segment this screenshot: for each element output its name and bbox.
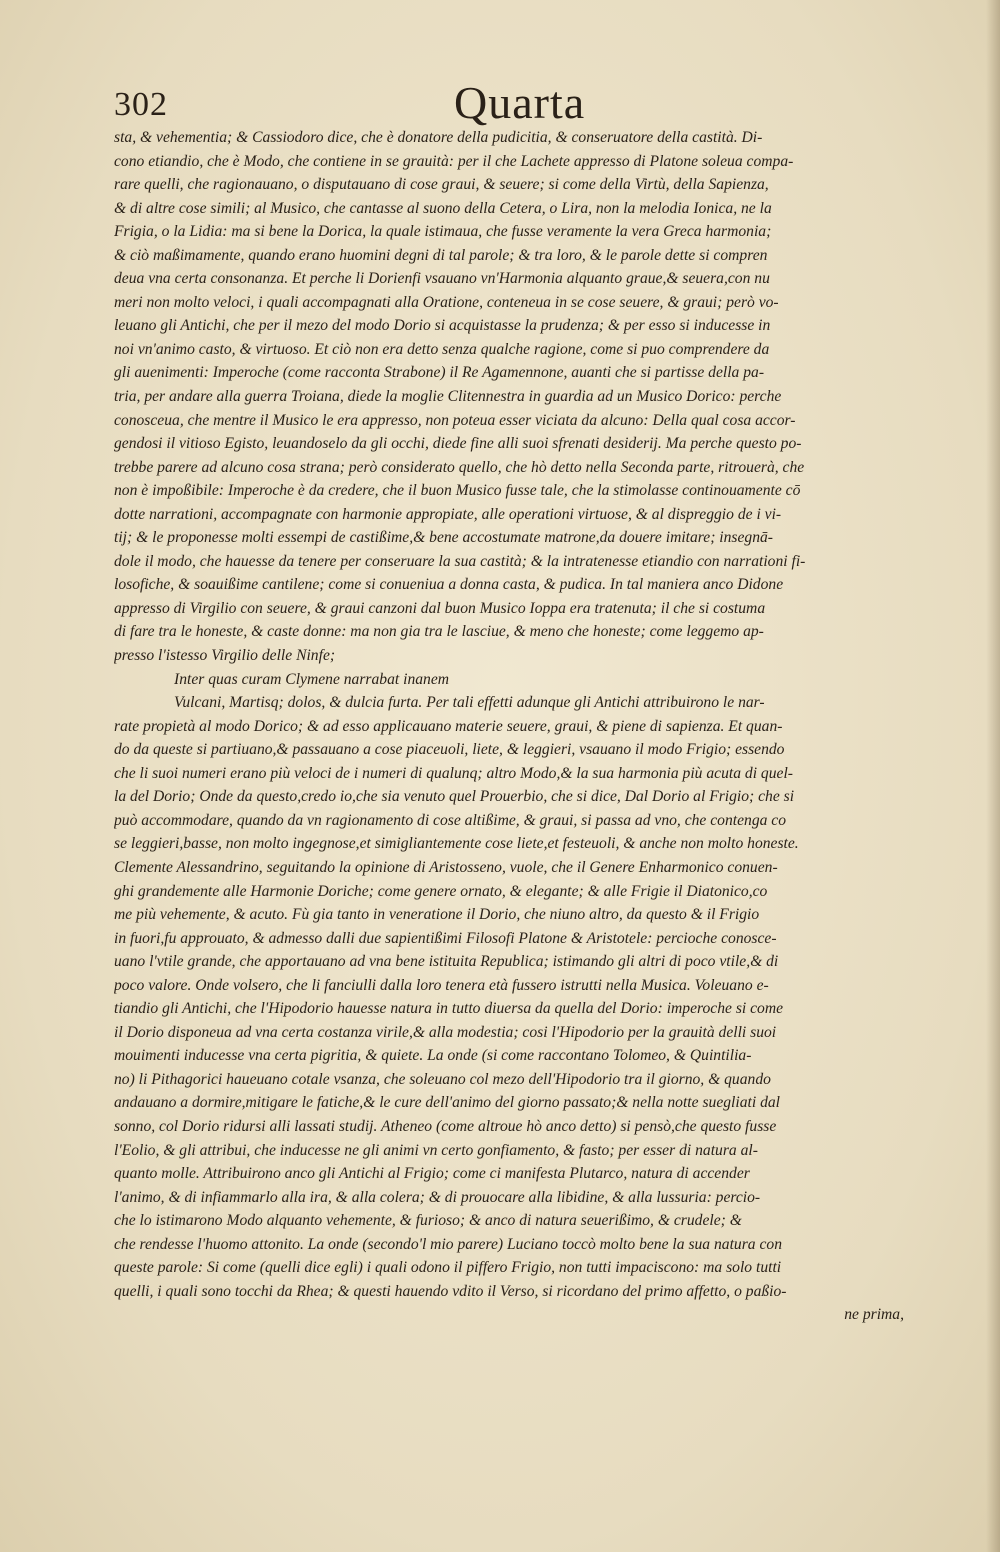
text-line: dole il modo, che hauesse da tenere per conseruare la sua castità; & la intratenesse etiandio con narrationi fi- (114, 552, 806, 570)
text-line: tria, per andare alla guerra Troiana, diede la moglie Clitennestra in guardia ad un Musico Dorico: perche (114, 388, 782, 406)
text-line: in fuori,fu approuato, & admesso dalli due sapientißimi Filosofi Platone & Aristotele: percioche conosce- (114, 929, 777, 947)
text-line: che rendesse l'huomo attonito. La onde (secondo'l mio parere) Luciano toccò molto bene la sua natura con (114, 1235, 783, 1253)
text-line: deua vna certa consonanza. Et perche li Dorienfi vsauano vn'Harmonia alquanto graue,& seuera,con nu (114, 270, 770, 288)
text-line: gendosi il vitioso Egisto, leuandoselo da gli occhi, diede fine alli suoi sfrenati desiderij. Ma perche questo po- (114, 435, 802, 453)
text-line: dotte narrationi, accompagnate con harmonie appropiate, alle operationi virtuose, & al dispreggio de i vi- (114, 505, 782, 523)
running-head: Quarta (454, 77, 586, 128)
text-line: & ciò maßimamente, quando erano huomini degni di tal parole; & tra loro, & le parole dette si compren (114, 246, 768, 264)
text-line: no) li Pithagorici haueuano cotale vsanza, che soleuano col mezo dell'Hipodorio tra il giorno, & quando (114, 1070, 771, 1088)
text-line: do da queste si partiuano,& passauano a cose piaceuoli, liete, & leggieri, vsauano il modo Frigio; essendo (114, 741, 785, 759)
text-line: cono etiandio, che è Modo, che contiene in se grauità: per il che Lachete appresso di Platone soleua compa- (114, 152, 794, 170)
catchword: ne prima, (844, 1306, 904, 1324)
page-number: 302 (114, 86, 168, 123)
text-line: l'Eolio, & gli attribui, che inducesse ne gli animi vn certo gonfiamento, & fasto; per esser di natura al- (114, 1141, 758, 1159)
text-line: l'animo, & di infiammarlo alla ira, & alla colera; & di prouocare alla libidine, & alla lussuria: percio- (114, 1188, 761, 1206)
text-line: che lo istimarono Modo alquanto vehemente, & furioso; & anco di natura seuerißimo, & crudele; & (114, 1212, 742, 1230)
text-line: quelli, i quali sono tocchi da Rhea; & questi hauendo vdito il Verso, si ricordano del primo affetto, o paßio- (114, 1282, 787, 1300)
text-line: gli auenimenti: Imperoche (come racconta Strabone) il Re Agamennone, auanti che si partisse della pa- (114, 364, 765, 382)
text-line: andauano a dormire,mitigare le fatiche,& le cure dell'animo del giorno passato;& nella notte suegliati dal (114, 1094, 780, 1112)
text-line: Clemente Alessandrino, seguitando la opinione di Aristosseno, vuole, che il Genere Enharmonico conuen- (114, 858, 778, 876)
text-line: trebbe parere ad alcuno cosa strana; però considerato quello, che hò detto nella Seconda parte, ritrouerà, che (114, 458, 805, 476)
text-line: appresso di Virgilio con seuere, & graui canzoni dal buon Musico Ioppa era tratenuta; il che si costuma (114, 599, 766, 617)
text-line: queste parole: Si come (quelli dice egli) i quali odono il piffero Frigio, non tutti impaciscono: ma solo tutti (114, 1259, 782, 1277)
text-line: & di altre cose simili; al Musico, che cantasse al suono della Cetera, o Lira, non la melodia Ionica, ne la (114, 199, 772, 217)
text-line: uano l'vtile grande, che apportauano ad vna bene istituita Republica; istimando gli altri di poco vtile,& di (114, 953, 779, 971)
text-line: il Dorio disponeua ad vna certa costanza virile,& alla modestia; cosi l'Hipodorio per la grauità delli suoi (114, 1023, 777, 1041)
text-line: mouimenti inducesse vna certa pigritia, & quiete. La onde (si come raccontano Tolomeo, & Quintilia- (114, 1047, 752, 1065)
text-line: noi vn'animo casto, & virtuoso. Et ciò non era detto senza qualche ragione, come si puo comprendere da (114, 340, 770, 358)
text-line: ghi grandemente alle Harmonie Doriche; come genere ornato, & elegante; & alle Frigie il Diatonico,co (114, 882, 768, 900)
text-line: poco valore. Onde volsero, che li fanciulli dalla loro tenera età fussero istrutti nella Musica. Voleuano e- (114, 976, 769, 994)
page-edge-shadow (986, 0, 1000, 1552)
text-line: non è impoßibile: Imperoche è da credere, che il buon Musico fusse tale, che la stimolasse continouamente cō (114, 482, 801, 500)
text-line: me più vehemente, & acuto. Fù gia tanto in veneratione il Dorio, che niuno altro, da questo & il Frigio (114, 906, 760, 924)
page-header (114, 78, 904, 126)
text-line: di fare tra le honeste, & caste donne: ma non gia tra le lasciue, & meno che honeste; come leggemo ap- (114, 623, 764, 641)
text-line: tij; & le proponesse molti essempi de castißime,& bene accostumate matrone,da douere imitare; insegnā- (114, 529, 773, 547)
text-line: sonno, col Dorio ridursi alli lassati studij. Atheneo (come altroue hò anco detto) si pensò,che questo fusse (114, 1117, 777, 1135)
text-line: losofiche, & soauißime cantilene; come si conueniua a donna casta, & pudica. In tal maniera anco Didone (114, 576, 784, 594)
verse-line-2: Vulcani, Martisq; dolos, & dulcia furta. Per tali effetti adunque gli Antichi attribuirono le nar- (174, 694, 765, 712)
body-text (114, 126, 904, 1327)
text-line: sta, & vehementia; & Cassiodoro dice, che è donatore della pudicitia, & conseruatore della castità. Di- (114, 129, 763, 146)
text-line: presso l'istesso Virgilio delle Ninfe; (114, 647, 336, 665)
text-line: conosceua, che mentre il Musico le era appresso, non poteua esser viciata da alcuno: Della qual cosa accor- (114, 411, 796, 429)
text-line: tiandio gli Antichi, che l'Hipodorio hauesse natura in tutto diuersa da quella del Dorio: imperoche si come (114, 1000, 784, 1018)
text-line: rate propietà al modo Dorico; & ad esso applicauano materie seuere, graui, & piene di sapienza. Et quan- (114, 717, 783, 735)
text-line: leuano gli Antichi, che per il mezo del modo Dorio si acquistasse la prudenza; & per esso si inducesse in (114, 317, 771, 335)
text-line: che li suoi numeri erano più veloci de i numeri di qualunq; altro Modo,& la sua harmonia più acuta di quel- (114, 764, 793, 782)
verse-line-1: Inter quas curam Clymene narrabat inanem (174, 670, 450, 688)
text-line: quanto molle. Attribuirono anco gli Antichi al Frigio; come ci manifesta Plutarco, natura di accender (114, 1165, 750, 1183)
text-line: meri non molto veloci, i quali accompagnati alla Oratione, conteneua in se cose seuere, & graui; però vo- (114, 293, 779, 311)
text-line: rare quelli, che ragionauano, o disputauano di cose graui, & seuere; si come della Virtù, della Sapienza, (114, 176, 769, 194)
text-line: Frigia, o la Lidia: ma si bene la Dorica, la quale istimaua, che fusse veramente la vera Greca harmonia; (114, 223, 772, 241)
text-line: la del Dorio; Onde da questo,credo io,che sia venuto quel Prouerbio, che si dice, Dal Dorio al Frigio; che si (114, 788, 795, 806)
text-line: se leggieri,basse, non molto ingegnose,et simigliantemente cose liete,et festeuoli, & anche non molto honeste. (114, 835, 799, 853)
text-line: può accommodare, quando da vn ragionamento di cose altißime, & graui, si passa ad vno, che contenga co (114, 811, 787, 829)
